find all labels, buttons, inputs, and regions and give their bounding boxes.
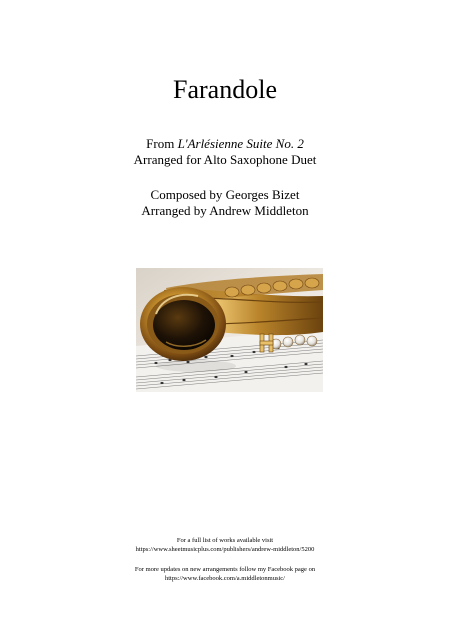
arrangement-instrumentation: Arranged for Alto Saxophone Duet [133,152,317,167]
source-work-line [0,136,450,152]
facebook-note [0,566,450,583]
works-list-text: For a full list of works available visit [176,537,274,544]
works-list-url[interactable]: https://www.sheetmusicplus.com/publishers/andrew-middleton/5200 [135,545,315,553]
works-list-note [0,537,450,554]
saxophone-photo [136,268,323,392]
subtitle-block [0,136,450,168]
credits-block [0,187,450,219]
source-work-title: L'Arlésienne Suite No. 2 [177,136,304,151]
arranger-credit: Arranged by Andrew Middleton [141,203,309,218]
composer-credit: Composed by Georges Bizet [150,187,300,202]
facebook-text: For more updates on new arrangements follow my Facebook page on [134,566,316,573]
source-prefix: From [146,136,178,151]
page-title: Farandole [173,75,277,104]
facebook-url[interactable]: https://www.facebook.com/a.middletonmusic/ [165,574,285,582]
